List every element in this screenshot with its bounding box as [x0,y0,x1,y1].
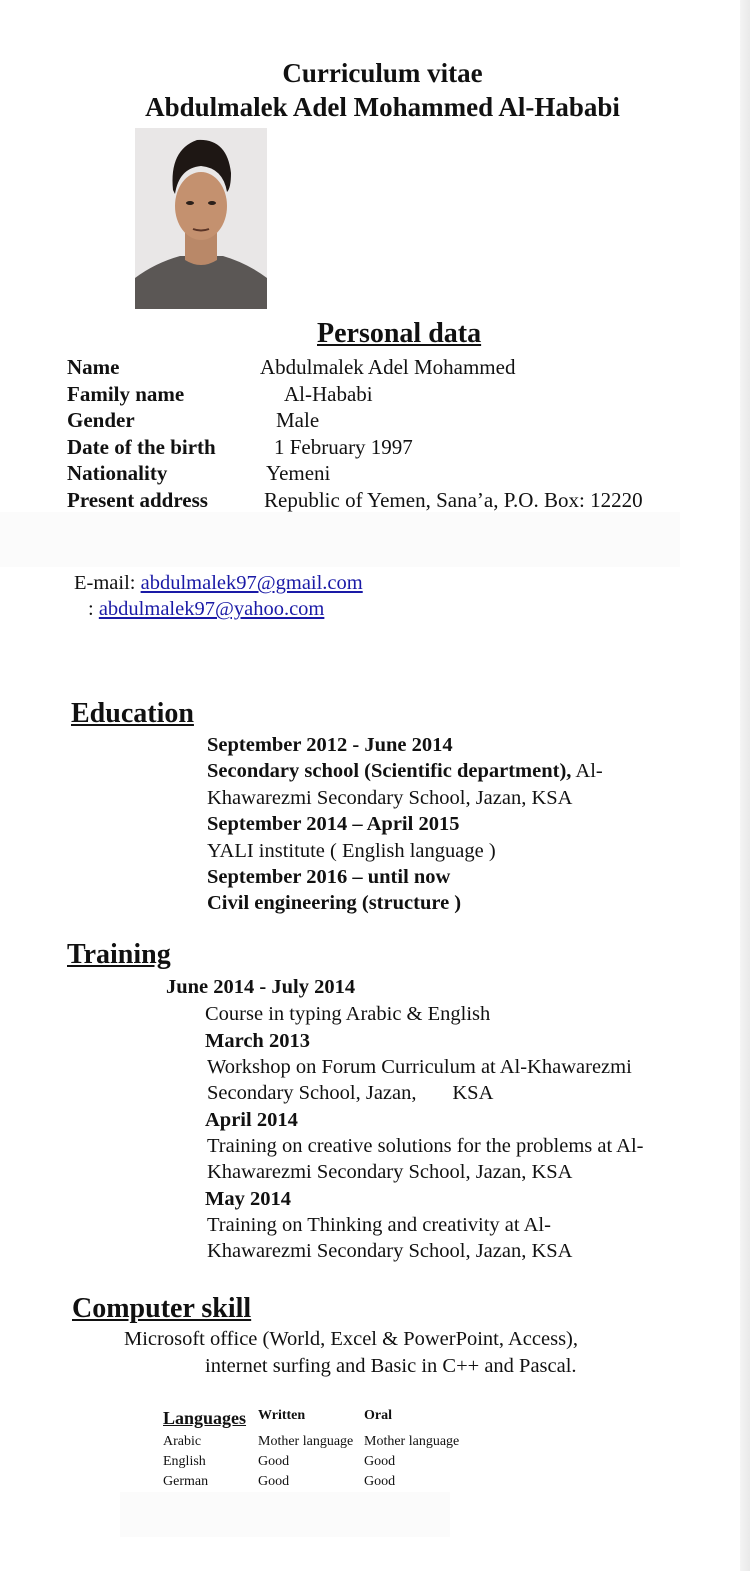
cv-full-name: Abdulmalek Adel Mohammed Al-Hababi [145,92,620,122]
training-date-4: May 2014 [205,1188,291,1210]
language-written: Good [258,1474,290,1489]
education-school-type: Secondary school (Scientific department), [207,760,572,782]
languages-col-written: Written [258,1408,306,1423]
value-present-address: Republic of Yemen, Sana’a, P.O. Box: 12220 [264,488,643,512]
label-name: Name [67,355,120,379]
profile-photo-drawing [135,128,267,309]
label-nationality: Nationality [67,461,168,485]
label-gender: Gender [67,408,135,432]
page-edge-shadow [740,0,750,1571]
computer-skill-heading: Computer skill [72,1293,252,1324]
computer-skill-line-2: internet surfing and Basic in C++ and Pascal. [205,1355,577,1377]
label-date-of-birth: Date of the birth [67,435,216,459]
education-period-2: September 2014 – April 2015 [207,813,460,835]
education-school [207,760,603,783]
training-date-2: March 2013 [205,1030,310,1052]
education-institute: YALI institute ( English language ) [207,840,496,862]
training-desc-4b: Khawarezmi Secondary School, Jazan, KSA [207,1240,573,1262]
training-desc-4a: Training on Thinking and creativity at Al- [207,1214,551,1236]
languages-col-oral: Oral [364,1408,392,1423]
value-gender: Male [276,408,320,432]
language-name: Arabic [163,1434,202,1449]
profile-photo [135,128,267,309]
training-heading: Training [67,939,171,970]
scan-smudge [120,1492,450,1537]
training-desc-1: Course in typing Arabic & English [205,1003,491,1025]
training-desc-2b: Secondary School, Jazan, KSA [207,1082,494,1104]
value-date-of-birth: 1 February 1997 [274,435,413,459]
language-oral: Mother language [364,1434,460,1449]
email-label: E-mail: [74,572,136,594]
label-present-address: Present address [67,488,208,512]
language-written: Good [258,1454,290,1469]
scan-smudge [0,512,680,567]
value-family-name: Al-Hababi [284,382,373,406]
cv-title: Curriculum vitae [282,58,483,88]
value-nationality: Yemeni [266,461,331,485]
education-degree: Civil engineering (structure ) [207,892,462,914]
personal-data-heading: Personal data [317,318,482,349]
language-oral: Good [364,1474,396,1489]
email-link-yahoo[interactable]: abdulmalek97@yahoo.com [98,598,325,620]
email-link-gmail[interactable]: abdulmalek97@gmail.com [140,572,363,594]
education-school-line-2: Khawarezmi Secondary School, Jazan, KSA [207,787,573,809]
language-written: Mother language [258,1434,354,1449]
email-row-1 [74,572,363,595]
training-desc-3b: Khawarezmi Secondary School, Jazan, KSA [207,1161,573,1183]
education-heading: Education [71,698,194,729]
language-oral: Good [364,1454,396,1469]
training-desc-3a: Training on creative solutions for the problems at Al- [207,1135,644,1157]
training-desc-2a: Workshop on Forum Curriculum at Al-Khawarezmi [207,1056,632,1078]
value-name: Abdulmalek Adel Mohammed [260,355,516,379]
education-period-1: September 2012 - June 2014 [207,734,453,756]
language-name: German [163,1474,209,1489]
computer-skill-line-1: Microsoft office (World, Excel & PowerPoint, Access), [124,1328,578,1350]
language-name: English [163,1454,206,1469]
training-date-3: April 2014 [205,1109,298,1131]
training-date-1: June 2014 - July 2014 [166,976,356,998]
email-row-2 [88,598,324,621]
label-family-name: Family name [67,382,185,406]
education-school-name-start: Al- [571,760,603,782]
education-period-3: September 2016 – until now [207,866,451,888]
languages-heading: Languages [163,1408,247,1428]
email-prefix: : [88,598,94,620]
